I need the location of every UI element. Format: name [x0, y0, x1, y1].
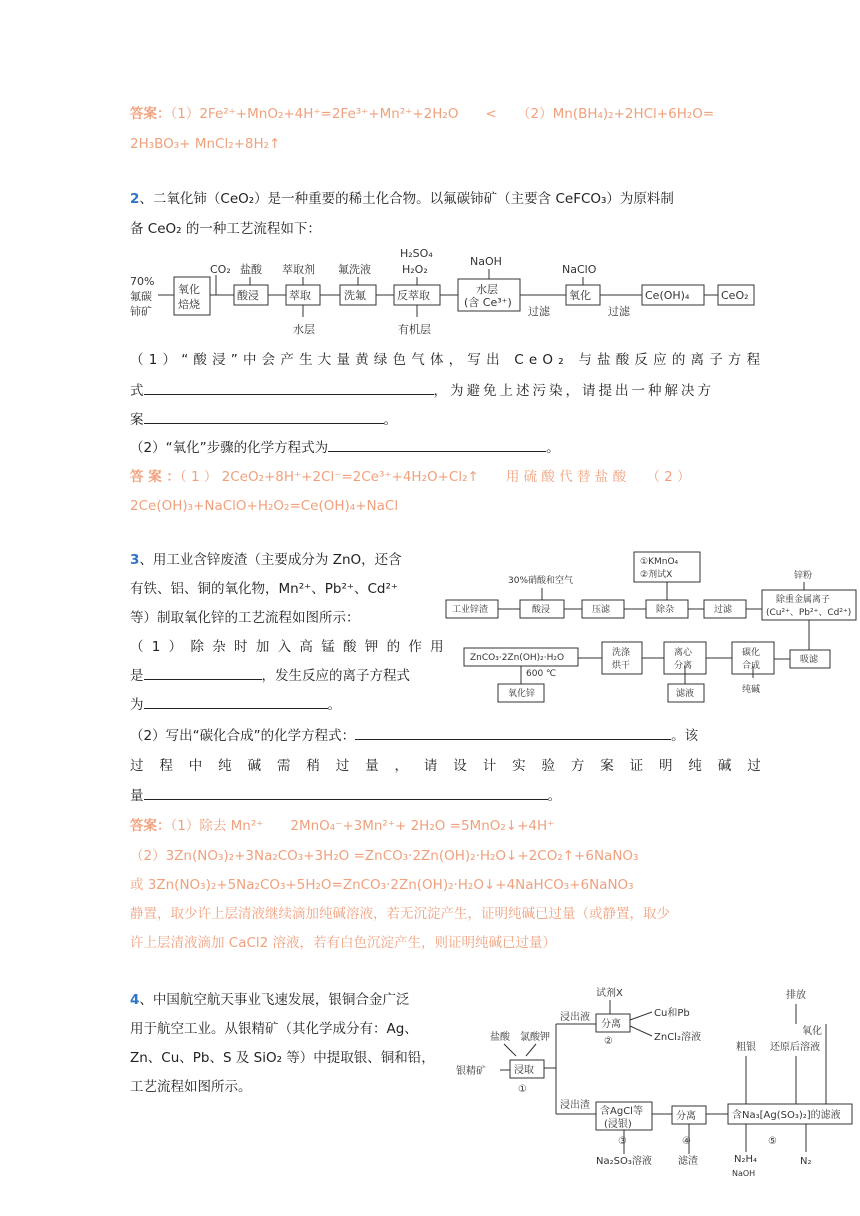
- svg-text:ZnCO₃·2Zn(OH)₂·H₂O: ZnCO₃·2Zn(OH)₂·H₂O: [470, 653, 565, 663]
- svg-text:纯碱: 纯碱: [742, 685, 761, 695]
- svg-text:试剂X: 试剂X: [596, 988, 623, 999]
- q2-part1-line3: 案 。: [130, 406, 730, 434]
- svg-text:氟碳: 氟碳: [130, 290, 152, 303]
- svg-text:氧化: 氧化: [802, 1026, 822, 1037]
- svg-text:氯酸钾: 氯酸钾: [520, 1032, 550, 1043]
- answer-blank[interactable]: [144, 663, 262, 680]
- svg-text:锌粉: 锌粉: [794, 571, 813, 581]
- q3-part1-line3: 为 。: [130, 691, 440, 719]
- q4-stem-line2: 用于航空工业。从银精矿（其化学成分有：Ag、: [130, 1021, 418, 1037]
- svg-text:(Cu²⁺、Pb²⁺、Cd²⁺): (Cu²⁺、Pb²⁺、Cd²⁺): [766, 608, 852, 618]
- svg-text:③: ③: [618, 1136, 627, 1147]
- svg-text:碳化: 碳化: [742, 648, 761, 658]
- q3-stem-line3: 等）制取氧化锌的工艺流程如图所示：: [130, 610, 360, 626]
- svg-text:压滤: 压滤: [592, 605, 611, 615]
- answer-blank[interactable]: [144, 407, 384, 424]
- svg-text:H₂O₂: H₂O₂: [402, 263, 428, 276]
- svg-text:过滤: 过滤: [714, 605, 733, 615]
- svg-text:滤液: 滤液: [676, 689, 695, 699]
- q3-answer-line2: （2）3Zn(NO₃)₂+3Na₂CO₃+3H₂O =ZnCO₃·2Zn(OH)₂·H₂O↓+2CO₂↑+6NaNO₃: [130, 848, 639, 864]
- answer-blank[interactable]: [144, 783, 548, 800]
- answer-blank[interactable]: [144, 692, 328, 709]
- svg-text:铈矿: 铈矿: [130, 305, 152, 318]
- svg-text:Ce(OH)₄: Ce(OH)₄: [645, 289, 690, 302]
- svg-text:②: ②: [604, 1036, 613, 1047]
- svg-text:有机层: 有机层: [398, 323, 431, 336]
- svg-text:酸浸: 酸浸: [237, 289, 259, 302]
- q3-part2-line3: 量 。: [130, 782, 730, 810]
- svg-text:水层: 水层: [293, 323, 315, 336]
- svg-text:分离: 分离: [601, 1019, 621, 1030]
- q4-flow-diagram: [456, 984, 856, 1180]
- svg-text:盐酸: 盐酸: [490, 1032, 510, 1043]
- q3-answer-line3: 或 3Zn(NO₃)₂+5Na₂CO₃+5H₂O=ZnCO₃·2Zn(OH)₂·H₂O↓+4NaHCO₃+6NaNO₃: [130, 877, 634, 893]
- q4-stem-line1: 4、中国航空航天事业飞速发展，银铜合金广泛: [130, 992, 410, 1008]
- svg-text:④: ④: [682, 1136, 691, 1147]
- q3-part1-line2: 是 ，发生反应的离子方程式: [130, 662, 440, 690]
- svg-text:CeO₂: CeO₂: [721, 289, 749, 302]
- svg-text:吸滤: 吸滤: [800, 655, 819, 665]
- svg-text:N₂: N₂: [800, 1156, 812, 1167]
- q4-stem-line4: 工艺流程如图所示。: [130, 1079, 252, 1095]
- q3-part2-line2: 过 程 中 纯 碱 需 稍 过 量 ， 请 设 计 实 验 方 案 证 明 纯 碱 过: [130, 758, 767, 774]
- svg-text:浸出液: 浸出液: [560, 1012, 590, 1023]
- svg-text:工业锌渣: 工业锌渣: [452, 605, 489, 615]
- svg-text:NaOH: NaOH: [732, 1169, 756, 1178]
- answer-blank[interactable]: [355, 723, 671, 740]
- svg-text:反萃取: 反萃取: [397, 289, 430, 302]
- svg-text:烘干: 烘干: [612, 661, 631, 671]
- svg-text:Cu和Pb: Cu和Pb: [654, 1008, 690, 1019]
- svg-text:除重金属离子: 除重金属离子: [776, 595, 831, 605]
- svg-text:焙烧: 焙烧: [178, 298, 200, 311]
- svg-text:浸出渣: 浸出渣: [560, 1100, 590, 1111]
- svg-text:含Na₃[Ag(SO₃)₂]的滤液: 含Na₃[Ag(SO₃)₂]的滤液: [732, 1110, 841, 1121]
- q2-part1-line1: （1）“酸浸”中会产生大量黄绿色气体，写出 CeO₂ 与盐酸反应的离子方程: [130, 352, 766, 368]
- svg-text:含AgCl等: 含AgCl等: [600, 1106, 643, 1117]
- svg-text:N₂H₄: N₂H₄: [734, 1154, 758, 1165]
- svg-text:①: ①: [518, 1084, 527, 1095]
- q2-stem-line2: 备 CeO₂ 的一种工艺流程如下：: [130, 221, 321, 237]
- svg-text:(含 Ce³⁺): (含 Ce³⁺): [464, 296, 512, 309]
- q2-part1-line2: 式 ，为避免上述污染，请提出一种解决方: [130, 377, 730, 405]
- svg-text:粗银: 粗银: [736, 1042, 756, 1053]
- svg-text:NaClO: NaClO: [562, 263, 597, 276]
- q3-stem-line2: 有铁、铝、铜的氧化物，Mn²⁺、Pb²⁺、Cd²⁺: [130, 581, 399, 597]
- svg-text:氟洗液: 氟洗液: [338, 263, 371, 276]
- q2-flow-diagram: [130, 245, 760, 345]
- q2-part2: （2）“氧化”步骤的化学方程式为 。: [130, 434, 730, 462]
- svg-text:滤渣: 滤渣: [678, 1156, 698, 1167]
- q2-answer-line2: 2Ce(OH)₃+NaClO+H₂O₂=Ce(OH)₄+NaCl: [130, 498, 399, 514]
- svg-text:Na₂SO₃溶液: Na₂SO₃溶液: [596, 1156, 652, 1167]
- svg-text:(浸银): (浸银): [604, 1119, 632, 1130]
- svg-text:②剂试X: ②剂试X: [640, 570, 673, 580]
- svg-text:浸取: 浸取: [514, 1065, 534, 1076]
- q3-answer-line4: 静置，取少许上层清液继续滴加纯碱溶液，若无沉淀产生，证明纯碱已过量（或静置，取少: [130, 906, 670, 922]
- svg-text:70%: 70%: [130, 275, 155, 288]
- q3-part2: （2）写出“碳化合成”的化学方程式： 。该: [130, 722, 730, 750]
- svg-text:洗氟: 洗氟: [344, 289, 366, 302]
- svg-text:氧化: 氧化: [178, 283, 200, 296]
- svg-text:排放: 排放: [786, 990, 806, 1001]
- q3-answer-line1: 答案：（1）除去 Mn²⁺ 2MnO₄⁻+3Mn²⁺+ 2H₂O =5MnO₂↓+4H⁺: [130, 818, 555, 834]
- svg-text:氧化: 氧化: [569, 289, 591, 302]
- svg-text:离心: 离心: [674, 648, 693, 658]
- svg-text:NaOH: NaOH: [470, 255, 502, 268]
- answer-blank[interactable]: [328, 435, 546, 452]
- svg-text:萃取剂: 萃取剂: [282, 263, 315, 276]
- q4-stem-line3: Zn、Cu、Pb、S 及 SiO₂ 等）中提取银、铜和铅，: [130, 1050, 435, 1066]
- svg-text:600 ℃: 600 ℃: [526, 669, 557, 679]
- svg-text:分离: 分离: [674, 661, 693, 671]
- svg-text:氧化锌: 氧化锌: [508, 689, 536, 699]
- svg-text:盐酸: 盐酸: [240, 263, 262, 276]
- q3-flow-diagram: [444, 548, 860, 678]
- svg-text:分离: 分离: [676, 1111, 696, 1122]
- svg-text:过滤: 过滤: [608, 305, 630, 318]
- svg-text:水层: 水层: [476, 283, 498, 296]
- svg-text:ZnCl₂溶液: ZnCl₂溶液: [654, 1032, 701, 1043]
- svg-text:过滤: 过滤: [528, 305, 550, 318]
- answer-blank[interactable]: [144, 378, 434, 395]
- answer1-line1: 答案：（1）2Fe²⁺+MnO₂+4H⁺=2Fe³⁺+Mn²⁺+2H₂O < （2）Mn(BH₄)₂+2HCl+6H₂O=: [130, 106, 715, 122]
- svg-text:银精矿: 银精矿: [456, 1066, 486, 1077]
- svg-text:⑤: ⑤: [768, 1136, 777, 1147]
- answer1-line2: 2H₃BO₃+ MnCl₂+8H₂↑: [130, 136, 281, 152]
- q2-stem-line1: 2、二氧化铈（CeO₂）是一种重要的稀土化合物。以氟碳铈矿（主要含 CeFCO₃）为原料制: [130, 191, 674, 207]
- svg-text:30%硝酸和空气: 30%硝酸和空气: [508, 576, 574, 586]
- q3-part1-line1: （ 1 ） 除 杂 时 加 入 高 锰 酸 钾 的 作 用: [130, 639, 446, 655]
- svg-text:H₂SO₄: H₂SO₄: [400, 247, 433, 260]
- q3-flow-diagram-lower: [444, 666, 860, 716]
- q2-answer-line1: 答 案 ：（ 1 ） 2CeO₂+8H⁺+2Cl⁻=2Ce³⁺+4H₂O+Cl₂↑ 用 硫 酸 代 替 盐 酸 （ 2 ）: [130, 469, 691, 485]
- svg-text:洗涤: 洗涤: [612, 648, 631, 658]
- svg-text:还原后溶液: 还原后溶液: [770, 1042, 820, 1053]
- svg-text:①KMnO₄: ①KMnO₄: [640, 557, 679, 567]
- svg-text:萃取: 萃取: [289, 289, 311, 302]
- svg-text:合成: 合成: [742, 661, 761, 671]
- q3-stem-line1: 3、用工业含锌废渣（主要成分为 ZnO，还含: [130, 552, 402, 568]
- q3-answer-line5: 许上层清液滴加 CaCl2 溶液，若有白色沉淀产生，则证明纯碱已过量）: [130, 935, 557, 951]
- svg-text:CO₂: CO₂: [210, 263, 231, 276]
- svg-text:酸浸: 酸浸: [532, 605, 551, 615]
- svg-text:除杂: 除杂: [656, 605, 675, 615]
